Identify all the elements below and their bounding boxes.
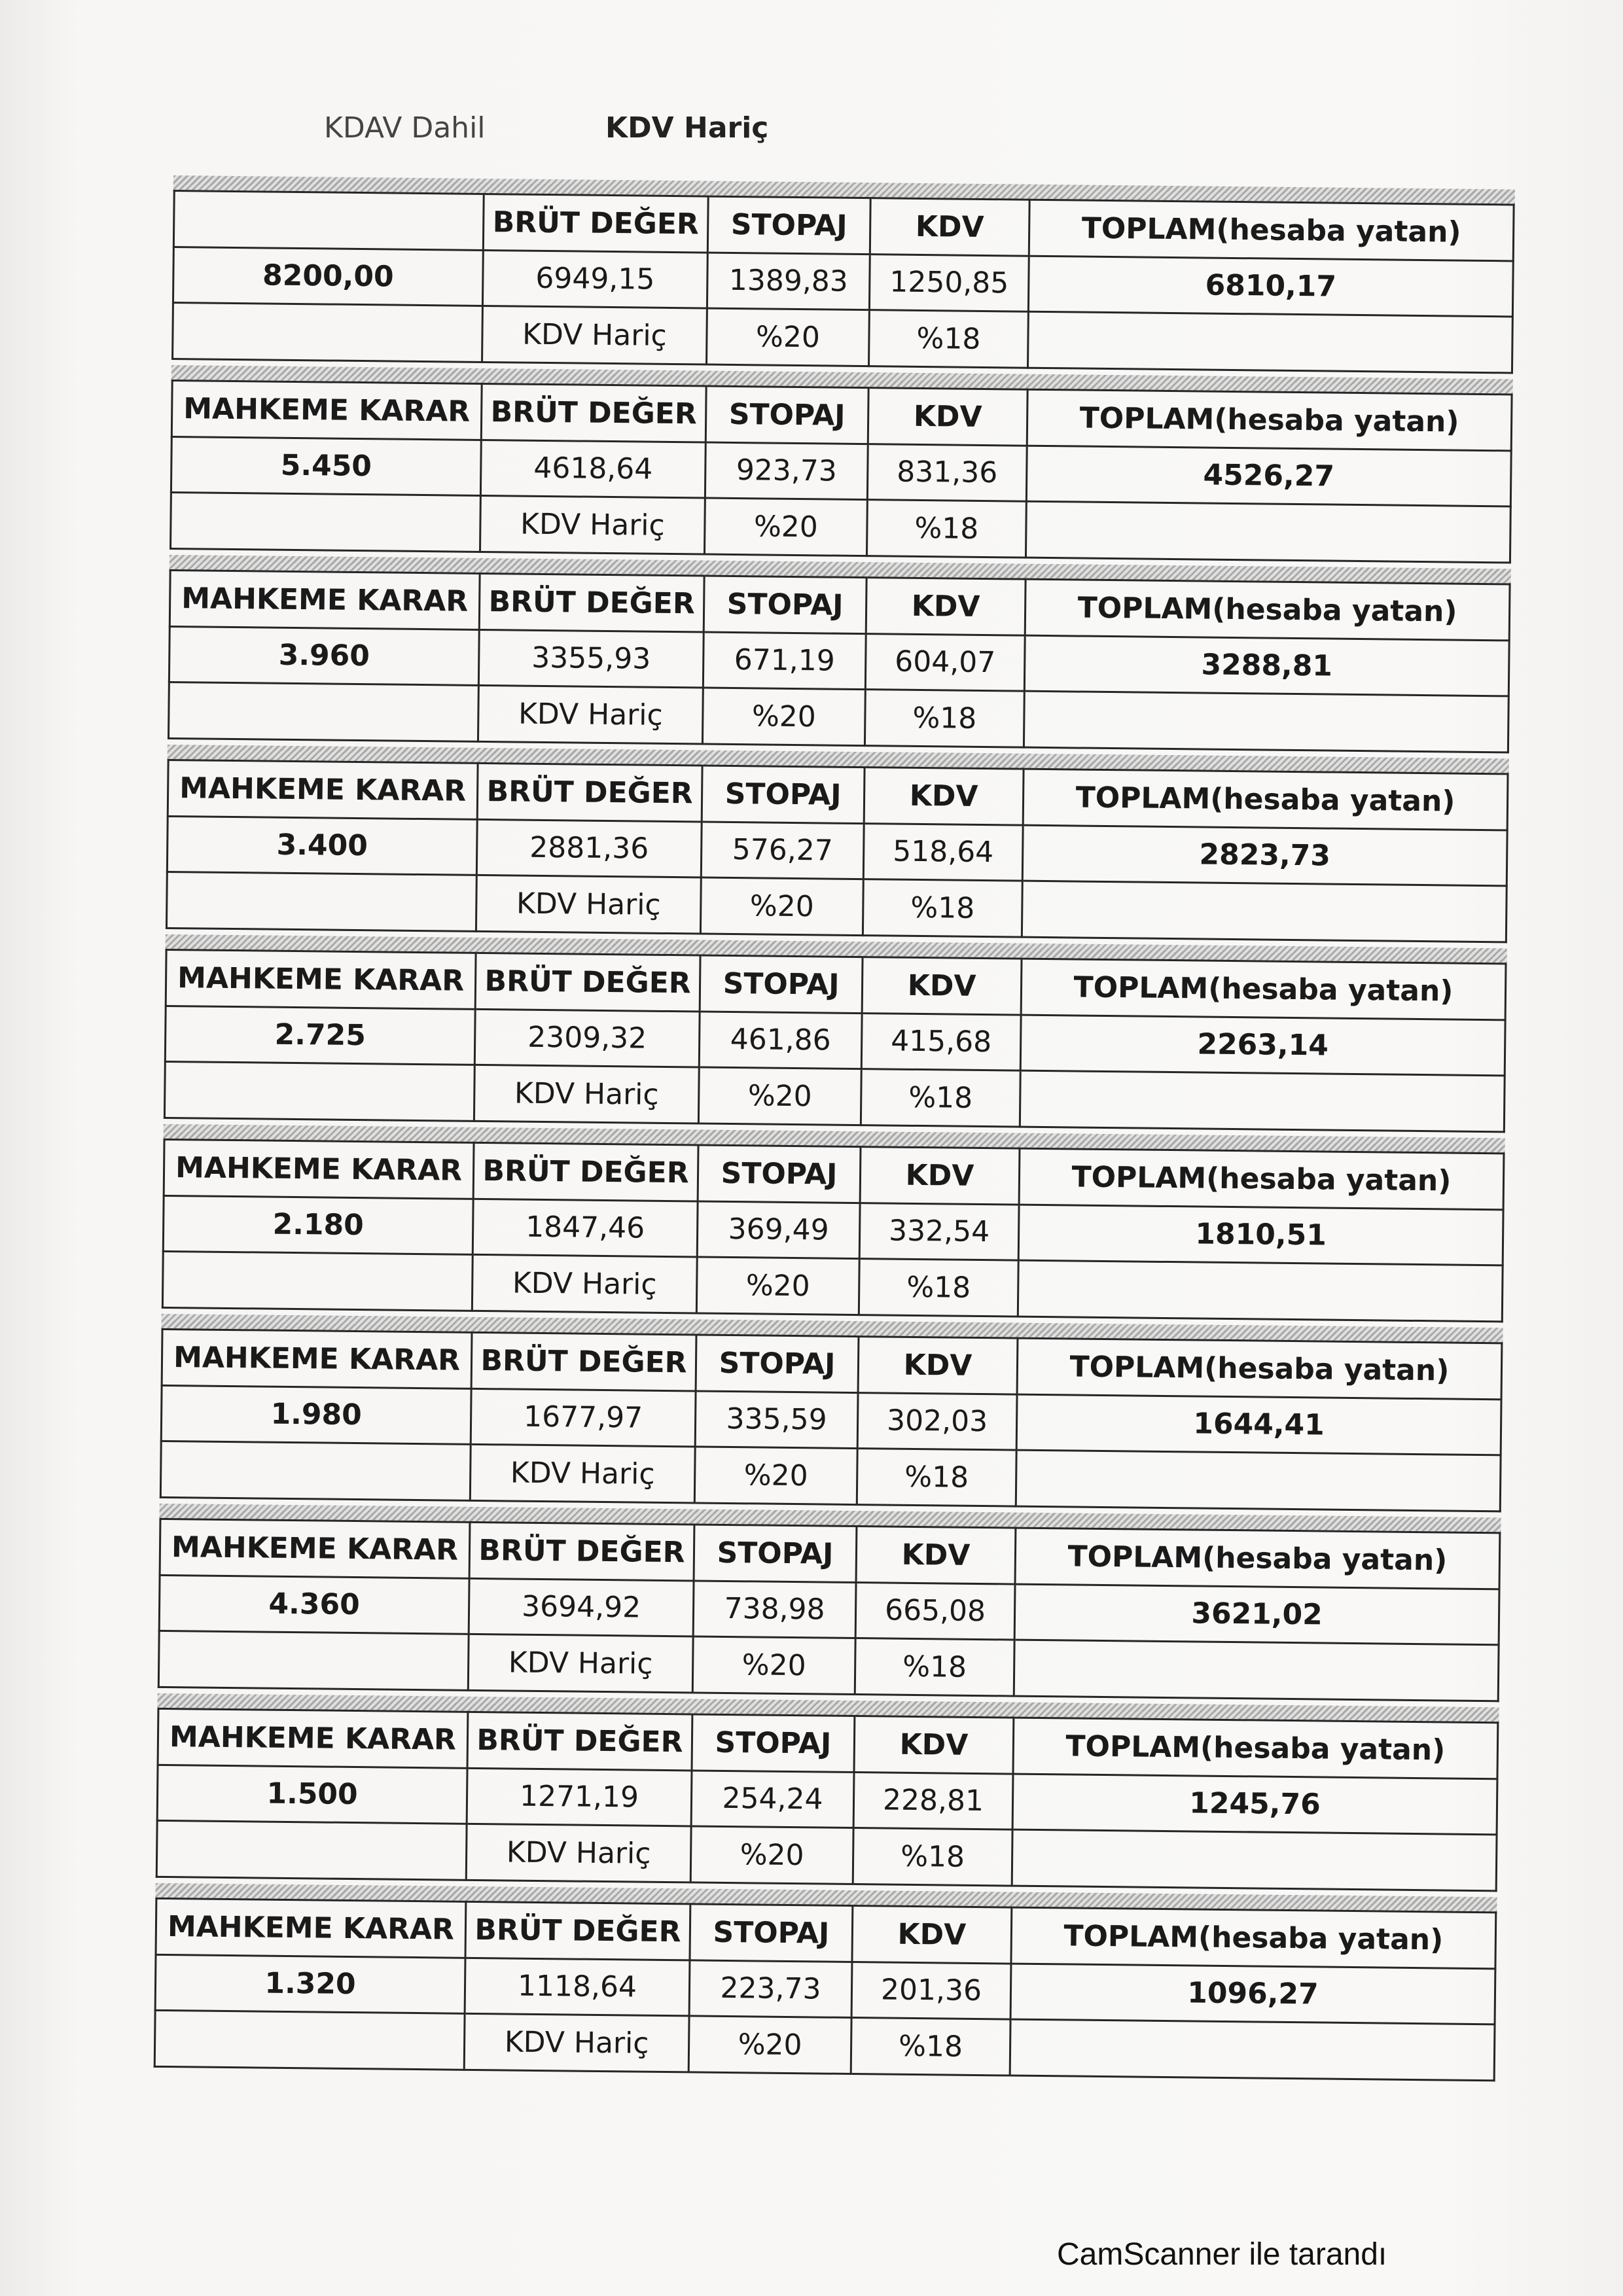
calculation-block [164,934,1507,1138]
empty-cell [1010,2019,1495,2080]
brut-value: 2309,32 [474,1009,700,1067]
kdv-haric-cell: KDV Hariç [466,1824,691,1882]
toplam-header: TOPLAM(hesaba yatan) [1017,1338,1502,1399]
kdv-header: KDV [868,388,1027,446]
kdv-rate: %18 [853,1828,1012,1886]
kdv-haric-label: KDV Hariç [605,111,769,145]
empty-cell [171,493,481,552]
toplam-header: TOPLAM(hesaba yatan) [1025,579,1510,640]
brut-header: BRÜT DEĞER [477,763,702,821]
calculation-block [168,555,1511,758]
case-label: MAHKEME KARAR [156,1898,466,1958]
stopaj-rate: %20 [690,1826,853,1884]
calculation-table [164,949,1507,1133]
toplam-header: TOPLAM(hesaba yatan) [1013,1718,1498,1778]
calculation-block [162,1124,1505,1328]
stopaj-value: 369,49 [697,1201,860,1259]
case-label [173,191,484,251]
calculation-block [158,1504,1501,1707]
kdv-value: 604,07 [865,633,1025,691]
brut-value: 4618,64 [480,440,705,498]
brut-header: BRÜT DEĞER [469,1522,694,1580]
kdv-rate: %18 [869,310,1029,368]
kdv-value: 332,54 [859,1203,1019,1260]
calculation-table [156,1708,1499,1892]
kdv-value: 302,03 [857,1392,1017,1450]
kdv-value: 1250,85 [869,254,1029,311]
kdv-value: 518,64 [863,823,1023,881]
kdv-header: KDV [856,1527,1016,1584]
empty-cell [166,872,476,932]
empty-cell [173,303,483,362]
empty-cell [162,1252,473,1311]
calculation-block [160,1314,1503,1517]
brut-value: 6949,15 [482,250,707,308]
toplam-header: TOPLAM(hesaba yatan) [1015,1528,1500,1589]
stopaj-value: 254,24 [691,1771,854,1828]
toplam-value: 2823,73 [1022,825,1507,886]
calculation-table [162,1139,1505,1322]
brut-value: 3694,92 [469,1578,694,1636]
empty-cell [1018,1260,1503,1321]
kdv-rate: %18 [851,2018,1010,2075]
brut-value: 3355,93 [478,629,704,688]
stopaj-value: 923,73 [705,442,868,500]
case-label: MAHKEME KARAR [166,949,476,1009]
brut-value: 1677,97 [471,1388,696,1447]
kdv-value: 228,81 [853,1772,1013,1829]
brut-value: 1847,46 [473,1199,698,1257]
toplam-value: 1096,27 [1010,1964,1495,2024]
kdv-value: 201,36 [851,1962,1011,2019]
kdv-rate: %18 [865,690,1024,747]
toplam-header: TOPLAM(hesaba yatan) [1027,389,1512,450]
case-label: MAHKEME KARAR [162,1329,472,1388]
empty-cell [1012,1829,1497,1890]
stopaj-rate: %20 [704,498,867,556]
empty-cell [158,1631,469,1691]
calculation-block [166,745,1509,948]
brut-header: BRÜT DEĞER [475,953,700,1011]
calculation-table [168,569,1511,753]
kdv-rate: %18 [857,1449,1016,1506]
calculation-block [156,1693,1499,1897]
calculation-block [154,1883,1497,2087]
kdv-rate: %18 [859,1259,1018,1316]
brut-value: 2881,36 [476,819,702,877]
case-label: MAHKEME KARAR [158,1708,468,1768]
kdv-haric-cell: KDV Hariç [478,686,703,744]
case-label: MAHKEME KARAR [171,380,482,440]
kdv-header: KDV [852,1906,1012,1964]
stopaj-rate: %20 [694,1447,857,1504]
stopaj-header: STOPAJ [698,1145,861,1203]
case-amount: 1.500 [157,1765,467,1824]
kdv-haric-cell: KDV Hariç [470,1445,695,1503]
calculation-table [171,190,1515,374]
kdv-haric-cell: KDV Hariç [464,2014,689,2072]
brut-header: BRÜT DEĞER [471,1332,696,1390]
case-amount: 5.450 [171,436,481,496]
empty-cell [1014,1640,1499,1701]
toplam-value: 3621,02 [1014,1584,1499,1645]
case-label: MAHKEME KARAR [160,1519,470,1578]
empty-cell [160,1441,471,1501]
case-amount: 8200,00 [173,247,483,306]
case-amount: 1.980 [161,1385,471,1445]
kdv-header: KDV [858,1337,1018,1394]
kdv-value: 831,36 [867,444,1027,501]
kdv-header: KDV [854,1716,1014,1774]
brut-header: BRÜT DEĞER [467,1712,692,1770]
kdv-value: 415,68 [861,1013,1021,1070]
calculation-table [160,1328,1503,1512]
empty-cell [164,1062,474,1122]
toplam-value: 1644,41 [1016,1394,1501,1455]
calculation-block [169,365,1513,569]
kdv-haric-cell: KDV Hariç [472,1255,697,1313]
stopaj-value: 671,19 [703,632,866,690]
stopaj-rate: %20 [698,1067,861,1125]
kdv-rate: %18 [863,879,1022,937]
stopaj-header: STOPAJ [704,576,866,633]
kdv-haric-cell: KDV Hariç [482,306,707,364]
empty-cell [168,682,478,742]
case-label: MAHKEME KARAR [169,570,480,629]
case-label: MAHKEME KARAR [168,760,478,819]
stopaj-value: 576,27 [701,822,864,879]
toplam-value: 6810,17 [1028,256,1513,317]
stopaj-value: 461,86 [699,1012,862,1069]
empty-cell [1022,881,1507,942]
stopaj-header: STOPAJ [692,1714,855,1772]
kdv-rate: %18 [861,1069,1020,1127]
kdv-header: KDV [860,1147,1020,1205]
toplam-header: TOPLAM(hesaba yatan) [1021,959,1506,1019]
stopaj-value: 1389,83 [707,253,870,310]
kdv-haric-cell: KDV Hariç [476,875,701,934]
case-amount: 3.960 [169,626,479,686]
stopaj-header: STOPAJ [690,1904,853,1962]
stopaj-header: STOPAJ [702,766,865,823]
empty-cell [1020,1070,1505,1131]
empty-cell [1027,312,1512,373]
brut-header: BRÜT DEĞER [483,194,708,252]
brut-value: 1118,64 [465,1958,690,2016]
case-amount: 2.180 [163,1195,473,1255]
stopaj-header: STOPAJ [707,196,870,254]
calculation-table [169,380,1513,563]
empty-cell [1016,1450,1501,1511]
stopaj-header: STOPAJ [700,955,863,1013]
stopaj-rate: %20 [688,2016,851,2074]
toplam-value: 1245,76 [1012,1774,1497,1835]
kdv-header: KDV [870,198,1029,256]
empty-cell [1024,691,1508,752]
brut-header: BRÜT DEĞER [473,1142,698,1201]
case-amount: 3.400 [167,816,477,875]
stopaj-rate: %20 [707,308,870,366]
stopaj-value: 335,59 [695,1391,858,1449]
kdv-rate: %18 [866,500,1026,557]
stopaj-rate: %20 [696,1257,859,1315]
kdv-dahil-label: KDAV Dahil [324,111,486,145]
brut-header: BRÜT DEĞER [481,383,706,442]
calculation-table [166,759,1509,943]
calculation-block [171,175,1515,379]
kdv-header: KDV [864,768,1024,825]
kdv-rate: %18 [855,1638,1014,1696]
empty-cell [156,1821,467,1881]
toplam-header: TOPLAM(hesaba yatan) [1023,769,1508,830]
kdv-value: 665,08 [855,1582,1015,1640]
toplam-header: TOPLAM(hesaba yatan) [1011,1907,1496,1968]
kdv-header: KDV [862,957,1022,1015]
empty-cell [1026,501,1510,562]
case-amount: 1.320 [155,1954,465,2014]
column-header-labels [324,111,847,164]
stopaj-header: STOPAJ [696,1335,859,1392]
stopaj-rate: %20 [692,1636,855,1694]
calculation-table [154,1898,1497,2081]
stopaj-rate: %20 [702,688,865,745]
stopaj-rate: %20 [700,877,863,935]
toplam-value: 1810,51 [1018,1205,1503,1265]
brut-value: 1271,19 [467,1768,692,1826]
toplam-value: 4526,27 [1026,446,1511,506]
kdv-header: KDV [866,578,1026,635]
calculation-sheet [154,175,1515,2087]
empty-cell [154,2011,465,2070]
case-label: MAHKEME KARAR [164,1139,474,1199]
toplam-value: 2263,14 [1020,1015,1505,1076]
scanner-watermark: CamScanner ile tarandı [1057,2237,1387,2272]
stopaj-value: 223,73 [689,1960,852,2018]
calculation-table [158,1518,1501,1702]
stopaj-header: STOPAJ [694,1525,857,1582]
kdv-haric-cell: KDV Hariç [474,1065,699,1123]
kdv-haric-cell: KDV Hariç [468,1634,693,1693]
toplam-value: 3288,81 [1024,635,1509,696]
brut-header: BRÜT DEĞER [479,573,704,631]
toplam-header: TOPLAM(hesaba yatan) [1029,200,1514,260]
toplam-header: TOPLAM(hesaba yatan) [1019,1148,1504,1209]
stopaj-header: STOPAJ [705,386,868,444]
case-amount: 4.360 [159,1575,469,1634]
stopaj-value: 738,98 [693,1581,856,1638]
case-amount: 2.725 [165,1006,475,1065]
kdv-haric-cell: KDV Hariç [480,496,705,554]
brut-header: BRÜT DEĞER [465,1901,690,1960]
